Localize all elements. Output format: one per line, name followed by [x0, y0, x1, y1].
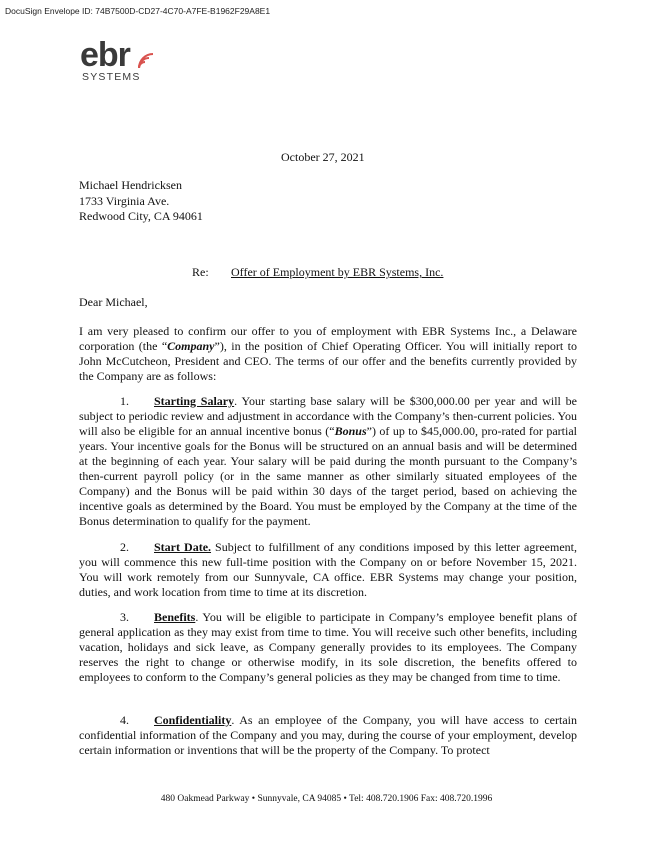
section-heading: Start Date.: [154, 540, 212, 554]
ebr-systems-logo: [80, 38, 160, 88]
subject-line: [192, 265, 443, 280]
intro-paragraph: I am very pleased to confirm our offer to you of employment with EBR Systems Inc., a Delaware corporation (the “Company”), in the position of Chief Operating Officer. You will initially report to John McCutcheon, President and CEO. The terms of our offer and the benefits currently provided by the Company are as follows:: [79, 324, 577, 383]
section-number: 3.: [120, 610, 129, 624]
salutation: Dear Michael,: [79, 295, 148, 309]
docusign-envelope-id: DocuSign Envelope ID: 74B7500D-CD27-4C70-A7FE-B1962F29A8E1: [5, 6, 271, 16]
recipient-address: [79, 178, 203, 225]
recipient-name: Michael Hendricksen: [79, 178, 182, 192]
letter-date: October 27, 2021: [281, 150, 365, 164]
subject-label: Re:: [192, 265, 209, 279]
section-heading: Confidentiality: [154, 713, 232, 727]
section-start-date: 2. Start Date. Subject to fulfillment of any conditions imposed by this letter agreement, you will commence this new full-time position with the Company on or before November 15, 2021. You will work remotely from our Sunnyvale, CA office. EBR Systems may change your position, duties, and work location from time to time at its discretion.: [79, 540, 577, 599]
company-footer: 480 Oakmead Parkway • Sunnyvale, CA 94085 • Tel: 408.720.1906 Fax: 408.720.1996: [160, 794, 493, 804]
section-heading: Starting Salary: [154, 394, 235, 408]
logo-wordmark: ebr: [80, 36, 130, 74]
bonus-term: Bonus: [334, 424, 367, 438]
recipient-city: Redwood City, CA 94061: [79, 209, 203, 223]
subject-text: Offer of Employment by EBR Systems, Inc.: [231, 265, 444, 279]
section-number: 2.: [120, 540, 129, 554]
recipient-street: 1733 Virginia Ave.: [79, 193, 170, 208]
signal-waves-icon: [135, 52, 157, 70]
section-heading: Benefits: [154, 610, 196, 624]
section-starting-salary: 1. Starting Salary. Your starting base salary will be $300,000.00 per year and will be subject to periodic review and adjustment in accordance with the Company’s then-current policies. You will also be eligible for an annual incentive bonus (“Bonus”) of up to $45,000.00, pro-rated for partial years. Your incentive goals for the Bonus will be structured on an annual basis and will be determined at the beginning of each year. Your salary will be paid during the month pursuant to the Company’s then-current payroll policy (or in the same manner as other similarly situated employees of the Company) and the Bonus will be paid within 30 days of the target period, based on achieving the incentive goals as determined by the Board. You must be employed by the Company at the time of the Bonus determination to qualify for the payment.: [79, 394, 577, 528]
logo-subtitle: SYSTEMS: [82, 71, 141, 83]
section-confidentiality: 4. Confidentiality. As an employee of the Company, you will have access to certain confidential information of the Company and you may, during the course of your employment, develop certain information or inventions that will be the property of the Company. To protect: [79, 713, 577, 757]
company-term: Company: [167, 339, 215, 353]
section-number: 4.: [120, 713, 129, 727]
section-benefits: 3. Benefits. You will be eligible to participate in Company’s employee benefit plans of general application as they may exist from time to time. You will receive such other benefits, including vacation, holidays and sick leave, as Company generally provides to its employees. The Company reserves the right to change or otherwise modify, in its sole discretion, the benefits offered to employees to conform to the Company’s general policies as they may be changed from time to time.: [79, 610, 577, 684]
section-number: 1.: [120, 394, 129, 408]
